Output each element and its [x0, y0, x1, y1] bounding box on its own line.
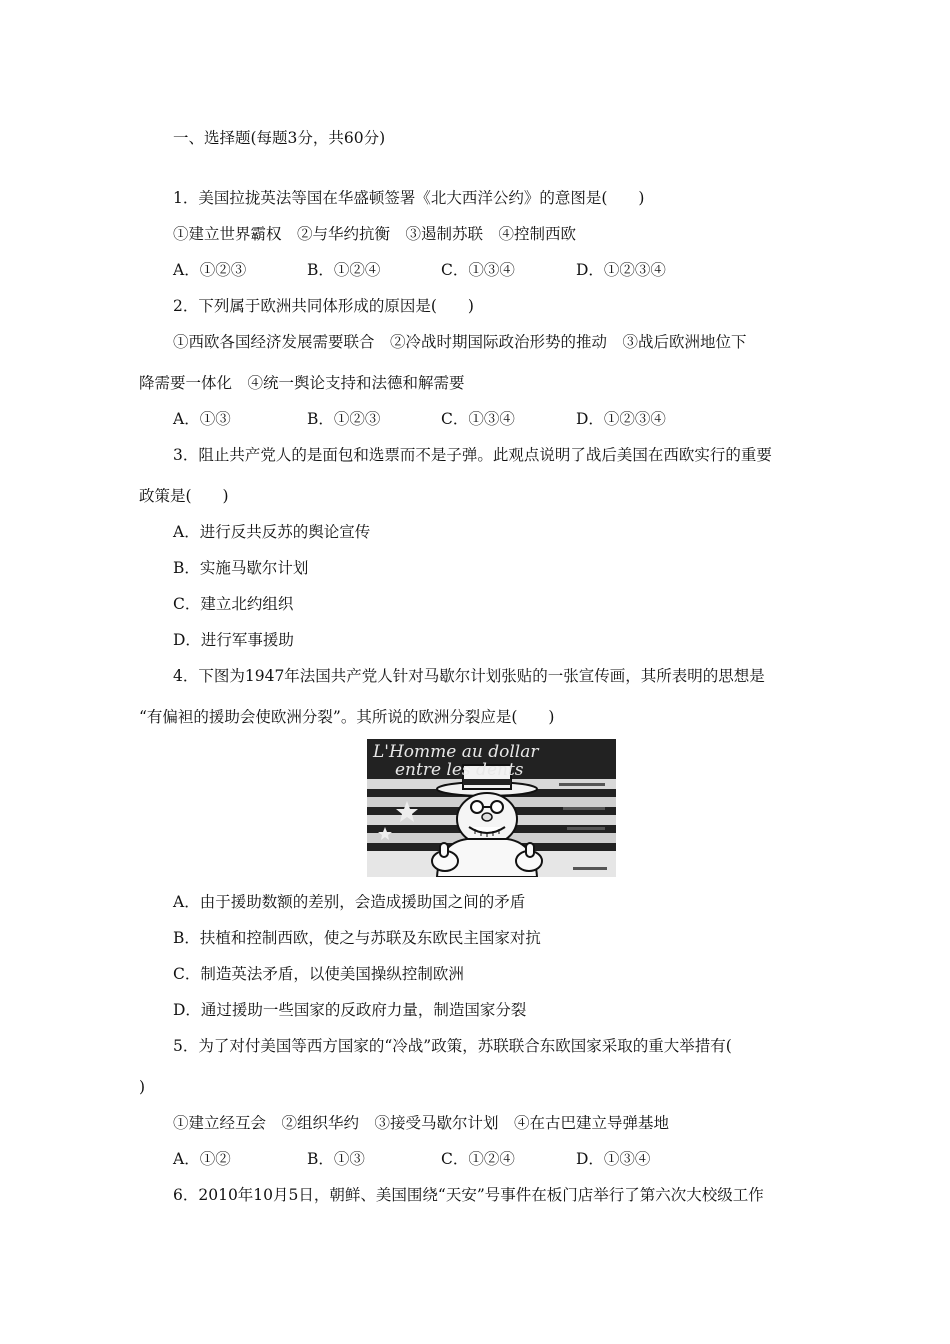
question-4-option-d: D．通过援助一些国家的反政府力量，制造国家分裂: [173, 1001, 527, 1019]
question-3-option-a: A．进行反共反苏的舆论宣传: [173, 523, 371, 541]
question-5-option-a: A．①②: [173, 1150, 231, 1168]
question-4-stem-line-1: 4．下图为1947年法国共产党人针对马歇尔计划张贴的一张宣传画，其所表明的思想是: [173, 667, 765, 685]
question-2-option-b: B．①②③: [307, 410, 381, 428]
question-1-option-a: A．①②③: [173, 261, 247, 279]
question-3-option-b: B．实施马歇尔计划: [173, 559, 309, 577]
question-3-option-d: D．进行军事援助: [173, 631, 294, 649]
question-2-stem: 2．下列属于欧洲共同体形成的原因是( ): [173, 297, 474, 315]
question-1-stem: 1．美国拉拢英法等国在华盛顿签署《北大西洋公约》的意图是( ): [173, 189, 645, 207]
question-4-option-c: C．制造英法矛盾，以使美国操纵控制欧洲: [173, 965, 464, 983]
question-5-option-b: B．①③: [307, 1150, 365, 1168]
question-2-items-line-1: ①西欧各国经济发展需要联合 ②冷战时期国际政治形势的推动 ③战后欧洲地位下: [173, 333, 747, 351]
section-title: 一、选择题(每题3分，共60分): [173, 129, 386, 147]
question-5-stem-line-1: 5．为了对付美国等西方国家的“冷战”政策，苏联联合东欧国家采取的重大举措有(: [173, 1037, 732, 1055]
propaganda-poster-image: [367, 739, 616, 877]
question-6-stem: 6．2010年10月5日，朝鲜、美国围绕“天安”号事件在板门店举行了第六次大校级工作: [173, 1186, 764, 1204]
question-1-items: ①建立世界霸权 ②与华约抗衡 ③遏制苏联 ④控制西欧: [173, 225, 577, 243]
question-2-option-a: A．①③: [173, 410, 231, 428]
question-2-option-d: D．①②③④: [576, 410, 666, 428]
question-2-items-line-2: 降需要一体化 ④统一舆论支持和法德和解需要: [139, 374, 465, 392]
question-5-option-d: D．①③④: [576, 1150, 651, 1168]
question-4-stem-line-2: “有偏袒的援助会使欧洲分裂”。其所说的欧洲分裂应是( ): [139, 708, 555, 726]
question-1-option-d: D．①②③④: [576, 261, 666, 279]
question-3-stem-line-1: 3．阻止共产党人的是面包和选票而不是子弹。此观点说明了战后美国在西欧实行的重要: [173, 446, 772, 464]
question-1-option-c: C．①③④: [441, 261, 515, 279]
poster-title-line-2: entre les dents: [395, 760, 524, 780]
question-3-option-c: C．建立北约组织: [173, 595, 294, 613]
question-4-option-a: A．由于援助数额的差别，会造成援助国之间的矛盾: [173, 893, 526, 911]
question-5-stem-line-2: ): [139, 1078, 146, 1096]
question-5-items: ①建立经互会 ②组织华约 ③接受马歇尔计划 ④在古巴建立导弹基地: [173, 1114, 670, 1132]
question-3-stem-line-2: 政策是( ): [139, 487, 229, 505]
question-4-option-b: B．扶植和控制西欧，使之与苏联及东欧民主国家对抗: [173, 929, 541, 947]
question-1-option-b: B．①②④: [307, 261, 381, 279]
question-2-option-c: C．①③④: [441, 410, 515, 428]
question-5-option-c: C．①②④: [441, 1150, 515, 1168]
poster-title-line-1: L'Homme au dollar: [373, 742, 539, 762]
